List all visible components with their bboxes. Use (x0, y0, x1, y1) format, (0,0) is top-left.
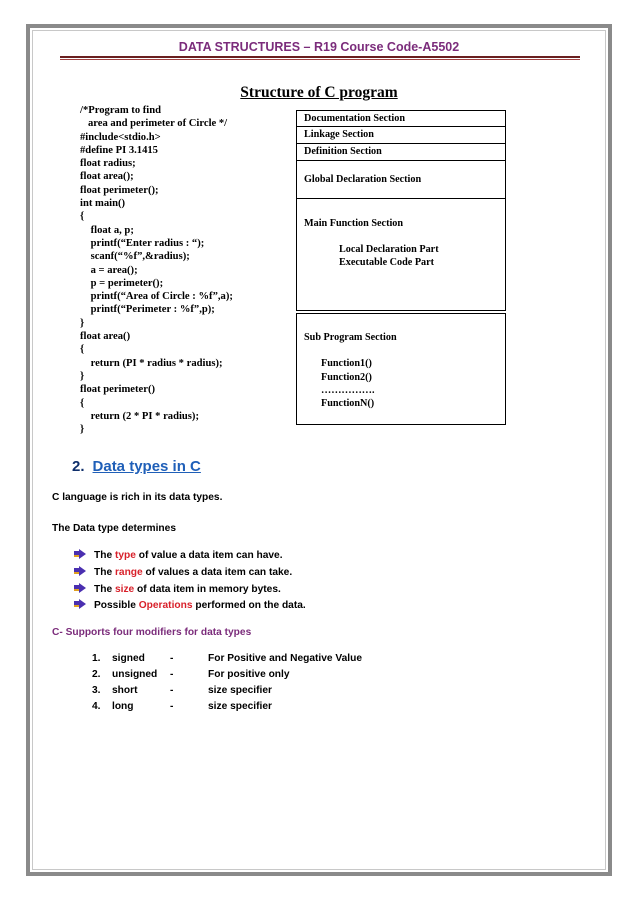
box-label: Documentation Section (304, 113, 406, 124)
code-line: #include<stdio.h> (80, 131, 161, 143)
box-linkage (296, 127, 506, 144)
ellipsis-label: ……………. (321, 385, 375, 396)
box-label: Definition Section (304, 146, 382, 157)
modifier-desc: size specifier (208, 701, 272, 712)
box-global (296, 161, 506, 199)
modifiers-heading: C- Supports four modifiers for data types (52, 627, 252, 638)
modifier-desc: For Positive and Negative Value (208, 653, 362, 664)
code-line: #define PI 3.1415 (80, 144, 158, 156)
modifier-name: short (112, 685, 138, 696)
list-item: The size of data item in memory bytes. (74, 583, 281, 597)
code-listing (80, 104, 233, 436)
code-line: float perimeter() (80, 384, 155, 396)
section-heading (72, 458, 201, 475)
section-number: 2. (72, 458, 85, 475)
page-header: DATA STRUCTURES – R19 Course Code-A5502 (178, 40, 460, 54)
modifier-number: 1. (92, 653, 101, 664)
intro-line-2: The Data type determines (52, 523, 176, 534)
arrow-bullet-icon (74, 583, 86, 593)
figure-title: Structure of C program (240, 84, 398, 101)
functionN-label: FunctionN() (321, 398, 375, 409)
code-line: p = perimeter(); (80, 277, 164, 289)
intro-line-1: C language is rich in its data types. (52, 492, 223, 503)
modifier-desc: size specifier (208, 685, 272, 696)
arrow-bullet-icon (74, 599, 86, 609)
executable-code-label: Executable Code Part (339, 257, 435, 268)
arrow-bullet-icon (74, 566, 86, 576)
code-line: printf(“Enter radius : “); (80, 237, 205, 249)
code-line: { (80, 211, 85, 223)
code-line: } (80, 424, 85, 436)
code-line: } (80, 370, 85, 382)
list-item: The type of value a data item can have. (74, 549, 283, 563)
box-label: Sub Program Section (304, 332, 397, 343)
box-documentation (296, 110, 506, 127)
code-line: float perimeter(); (80, 184, 159, 196)
header-rule (60, 56, 580, 58)
code-line: } (80, 317, 85, 329)
code-line: a = area(); (80, 264, 138, 276)
code-line: printf(“Area of Circle : %f”,a); (80, 291, 233, 303)
function1-label: Function1() (321, 358, 372, 369)
modifier-number: 4. (92, 701, 101, 712)
code-line: /*Program to find (80, 105, 162, 116)
code-line: float a, p; (80, 224, 134, 236)
code-line: scanf(“%f”,&radius); (80, 251, 190, 263)
list-item: The range of values a data item can take. (74, 566, 292, 580)
code-line: return (2 * PI * radius); (80, 410, 199, 422)
code-line: float radius; (80, 158, 136, 170)
local-declaration-label: Local Declaration Part (339, 244, 439, 255)
modifier-dash: - (170, 685, 174, 696)
highlight-term: type (114, 550, 136, 561)
function2-label: Function2() (321, 372, 372, 383)
modifier-number: 3. (92, 685, 101, 696)
code-line: { (80, 344, 85, 356)
code-line: return (PI * radius * radius); (80, 357, 223, 369)
code-line: int main() (80, 198, 126, 210)
modifier-desc: For positive only (208, 669, 290, 680)
code-line: area and perimeter of Circle */ (80, 118, 228, 130)
box-label: Global Declaration Section (304, 174, 422, 185)
modifier-name: unsigned (112, 669, 158, 680)
section-title: Data types in C (92, 458, 201, 475)
highlight-term: size (114, 584, 135, 595)
code-line: float area() (80, 331, 131, 343)
modifier-name: signed (112, 653, 145, 664)
code-line: float area(); (80, 171, 134, 183)
highlight-term: range (114, 567, 143, 578)
code-line: printf(“Perimeter : %f”,p); (80, 304, 215, 316)
modifier-name: long (112, 701, 134, 712)
box-main (296, 199, 506, 311)
modifier-dash: - (170, 669, 174, 680)
box-label: Main Function Section (304, 218, 404, 229)
modifier-number: 2. (92, 669, 101, 680)
list-item: Possible Operations performed on the data. (74, 599, 306, 613)
header-rule-thin (60, 59, 580, 60)
modifier-dash: - (170, 701, 174, 712)
code-line: { (80, 397, 85, 409)
box-definition (296, 144, 506, 161)
highlight-term: Operations (138, 600, 193, 611)
box-subprogram (296, 313, 506, 425)
modifier-dash: - (170, 653, 174, 664)
arrow-bullet-icon (74, 549, 86, 559)
box-label: Linkage Section (304, 129, 374, 140)
